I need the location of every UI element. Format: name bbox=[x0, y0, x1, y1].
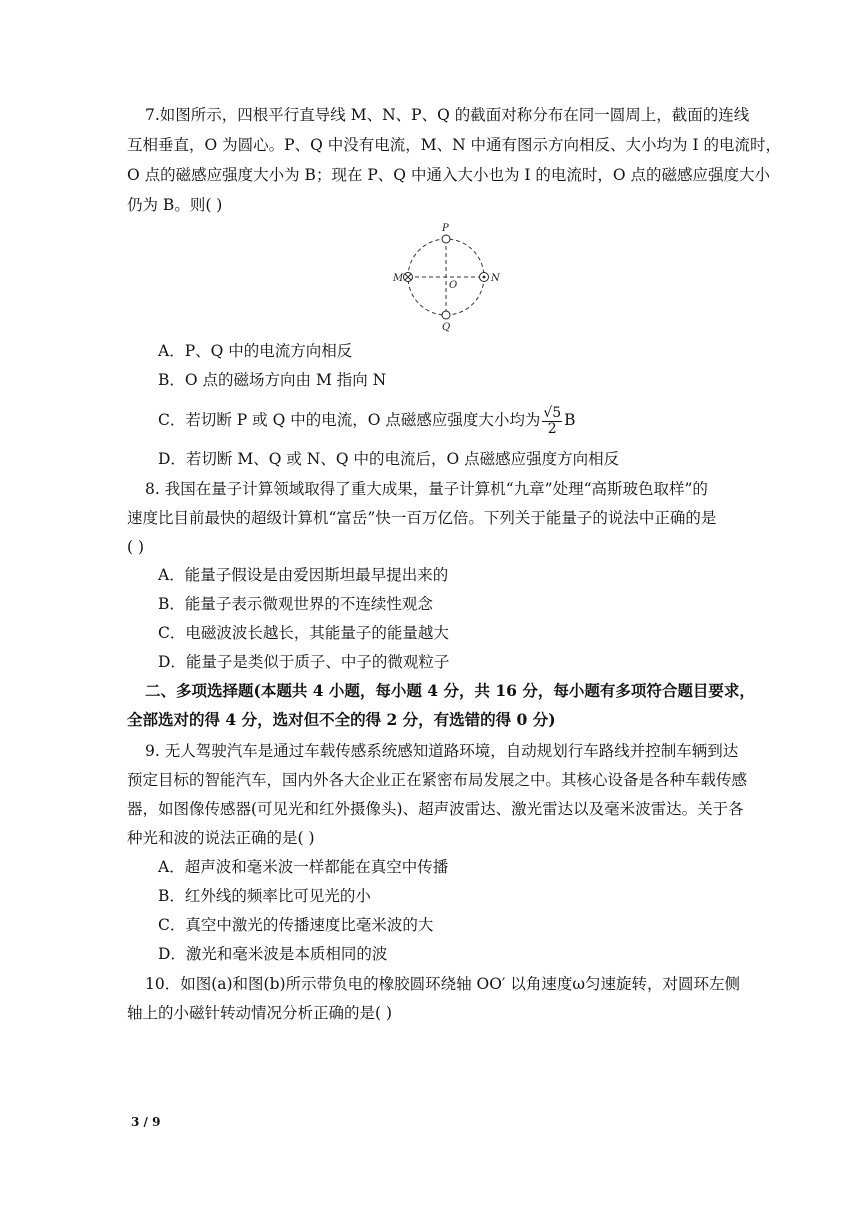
q8-option-c: C．电磁波波长越长，其能量子的能量越大 bbox=[158, 624, 449, 642]
q9-line-1: 9. 无人驾驶汽车是通过车载传感系统感知道路环境，自动规划行车路线并控制车辆到达 bbox=[145, 742, 739, 760]
label-q: Q bbox=[442, 322, 451, 333]
q7-option-a: A．P、Q 中的电流方向相反 bbox=[158, 342, 353, 360]
page-number: 3 / 9 bbox=[131, 1115, 161, 1129]
q7-option-c-text: C．若切断 P 或 Q 中的电流，O 点磁感应强度大小均为 bbox=[158, 411, 541, 429]
q7-option-c-unit: B bbox=[564, 411, 576, 429]
fraction-numerator: √5 bbox=[543, 404, 562, 421]
wire-m-into-page bbox=[404, 273, 413, 282]
q8-line-2: 速度比目前最快的超级计算机“富岳”快一百万亿倍。下列关于能量子的说法中正确的是 bbox=[127, 509, 717, 527]
q10-line-2: 轴上的小磁针转动情况分析正确的是( ) bbox=[127, 1004, 393, 1022]
wire-p bbox=[442, 235, 450, 243]
q7-option-d: D．若切断 M、Q 或 N、Q 中的电流后，O 点磁感应强度方向相反 bbox=[158, 450, 620, 468]
q7-line-3: O 点的磁感应强度大小为 B；现在 P、Q 中通入大小也为 I 的电流时，O 点的磁感应强度大小 bbox=[127, 166, 771, 184]
q7-option-c bbox=[158, 405, 576, 437]
q9-option-c: C．真空中激光的传播速度比毫米波的大 bbox=[158, 916, 434, 934]
label-p: P bbox=[442, 223, 449, 234]
q9-option-d: D．激光和毫米波是本质相同的波 bbox=[158, 945, 388, 963]
q9-line-4: 种光和波的说法正确的是( ) bbox=[127, 829, 315, 847]
q7-line-4: 仍为 B。则( ) bbox=[127, 196, 223, 214]
label-o: O bbox=[449, 280, 458, 291]
q7-line-1: 7.如图所示，四根平行直导线 M、N、P、Q 的截面对称分布在同一圆周上，截面的连线 bbox=[145, 106, 750, 124]
q8-option-a: A．能量子假设是由爱因斯坦最早提出来的 bbox=[158, 566, 449, 584]
q9-option-a: A．超声波和毫米波一样都能在真空中传播 bbox=[158, 858, 449, 876]
section2-heading-cont: 全部选对的得 4 分，选对但不全的得 2 分，有选错的得 0 分) bbox=[127, 710, 556, 729]
wire-circle-figure bbox=[388, 222, 506, 334]
q7-option-b: B．O 点的磁场方向由 M 指向 N bbox=[158, 371, 387, 389]
label-m: M bbox=[393, 273, 404, 284]
q8-line-1: 8. 我国在量子计算领域取得了重大成果，量子计算机“九章”处理“高斯玻色取样”的 bbox=[145, 480, 708, 498]
q7-line-2: 互相垂直，O 为圆心。P、Q 中没有电流，M、N 中通有图示方向相反、大小均为 I 的电流时， bbox=[127, 136, 782, 154]
fraction-denominator: 2 bbox=[547, 420, 557, 437]
q8-line-3: ( ) bbox=[127, 538, 145, 556]
q8-option-b: B．能量子表示微观世界的不连续性观念 bbox=[158, 595, 433, 613]
wire-q bbox=[442, 311, 450, 319]
section2-heading: 二、多项选择题(本题共 4 小题，每小题 4 分，共 16 分，每小题有多项符合题目要求， bbox=[145, 681, 755, 700]
label-n: N bbox=[491, 273, 500, 284]
fraction bbox=[542, 406, 562, 437]
q10-line-1: 10．如图(a)和图(b)所示带负电的橡胶圆环绕轴 OO′ 以角速度ω匀速旋转，对圆环左侧 bbox=[145, 975, 741, 993]
q9-line-2: 预定目标的智能汽车，国内外各大企业正在紧密布局发展之中。其核心设备是各种车载传感 bbox=[127, 771, 748, 789]
q9-line-3: 器，如图像传感器(可见光和红外摄像头)、超声波雷达、激光雷达以及毫米波雷达。关于各 bbox=[127, 800, 744, 818]
q9-option-b: B．红外线的频率比可见光的小 bbox=[158, 887, 371, 905]
q8-option-d: D．能量子是类似于质子、中子的微观粒子 bbox=[158, 653, 450, 671]
wire-n-out-of-page bbox=[480, 273, 489, 282]
